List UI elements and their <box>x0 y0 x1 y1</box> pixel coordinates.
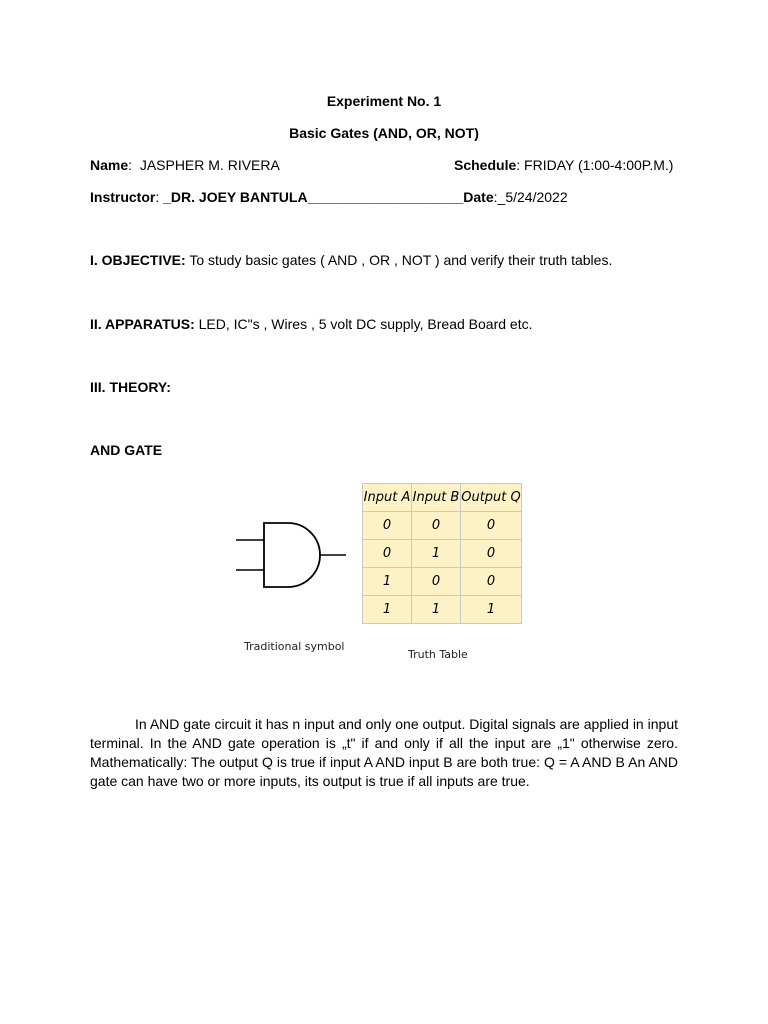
and-gate-heading: AND GATE <box>90 442 163 458</box>
instructor-label: Instructor <box>90 189 156 205</box>
and-gate-symbol <box>230 515 350 595</box>
symbol-caption: Traditional symbol <box>244 640 345 653</box>
instructor-value: _DR. JOEY BANTULA____________________ <box>163 189 464 205</box>
name-label: Name <box>90 157 129 173</box>
table-row <box>363 568 522 596</box>
header-input-a: Input A <box>363 484 412 512</box>
table-cell: 1 <box>363 568 412 596</box>
table-row <box>363 540 522 568</box>
table-row <box>363 596 522 624</box>
date-value: _5/24/2022 <box>497 189 568 205</box>
table-row <box>363 512 522 540</box>
table-cell: 1 <box>412 596 461 624</box>
table-cell: 0 <box>461 568 522 596</box>
apparatus-text: LED, IC"s , Wires , 5 volt DC supply, Bread Board etc. <box>198 316 533 332</box>
table-cell: 1 <box>461 596 522 624</box>
apparatus-line <box>90 316 532 332</box>
table-caption: Truth Table <box>408 648 468 661</box>
table-cell: 0 <box>412 512 461 540</box>
table-cell: 0 <box>363 540 412 568</box>
header-input-b: Input B <box>412 484 461 512</box>
experiment-title: Experiment No. 1 <box>326 93 442 109</box>
theory-heading: III. THEORY: <box>90 379 171 395</box>
objective-line <box>90 252 612 268</box>
header-output-q: Output Q <box>461 484 522 512</box>
schedule-line: Schedule: FRIDAY (1:00-4:00P.M.) <box>454 157 674 173</box>
date-label: Date <box>463 189 494 205</box>
experiment-subtitle: Basic Gates (AND, OR, NOT) <box>289 125 479 141</box>
name-line: Name: JASPHER M. RIVERA <box>90 157 280 173</box>
objective-heading: I. OBJECTIVE: <box>90 252 186 268</box>
table-cell: 0 <box>412 568 461 596</box>
table-cell: 0 <box>461 512 522 540</box>
instructor-line: Instructor: _DR. JOEY BANTULA____________________Date:_5/24/2022 <box>90 189 568 205</box>
and-gate-paragraph: In AND gate circuit it has n input and only one output. Digital signals are applied in input terminal. In the AND gate operation is „t" if and only if all the input are „1" otherwise zero. Mathematically: The output Q is true if input A AND input B are both true: Q = A AND B An AND gate can have two or more inputs, its output is true if all inputs are true. <box>90 716 678 789</box>
schedule-label: Schedule <box>454 157 517 173</box>
table-cell: 0 <box>461 540 522 568</box>
apparatus-heading: II. APPARATUS: <box>90 316 195 332</box>
truth-table <box>362 483 522 624</box>
schedule-value: FRIDAY (1:00-4:00P.M.) <box>524 157 674 173</box>
objective-text: To study basic gates ( AND , OR , NOT ) and verify their truth tables. <box>189 252 613 268</box>
table-cell: 1 <box>412 540 461 568</box>
table-cell: 1 <box>363 596 412 624</box>
name-value: JASPHER M. RIVERA <box>139 157 280 173</box>
table-cell: 0 <box>363 512 412 540</box>
table-header-row <box>363 484 522 512</box>
